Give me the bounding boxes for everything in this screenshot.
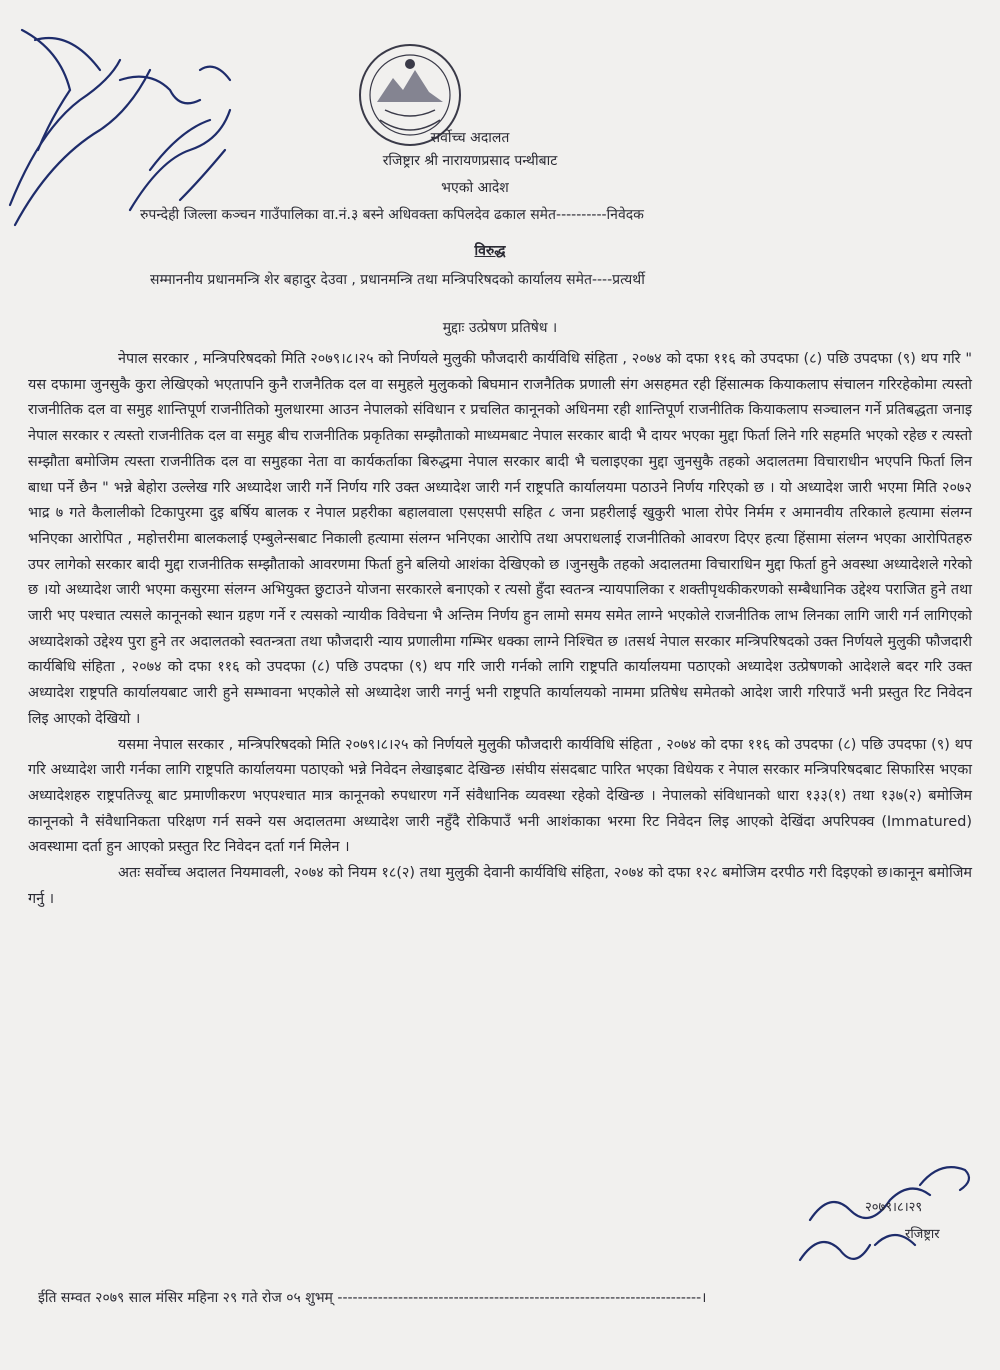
order-body	[28, 347, 972, 912]
registrar-signature	[780, 1150, 980, 1290]
petitioner-line: रुपन्देही जिल्ला कञ्चन गाउँपालिका वा.नं.३ बस्ने अधिवक्ता कपिलदेव ढकाल समेत----------निवेदक	[140, 207, 644, 223]
order-label: भएको आदेश	[441, 180, 509, 196]
footer-date-line	[38, 1288, 706, 1307]
body-paragraph-1: नेपाल सरकार , मन्त्रिपरिषदको मिति २०७९।८।२५ को निर्णयले मुलुकी फौजदारी कार्यविधि संहिता , २०७४ को दफा ११६ को उपदफा (८) पछि उपदफा (९) थप गरि " यस दफामा जुनसुकै कुरा लेखिएको भएतापनि कुनै राजनैतिक दल वा समुहले मुलुकको बिघमान राजनैतिक प्रणाली संग असहमत रही हिंसात्मक कियाकलाप संचालन गरिरहेकोमा त्यस्तो राजनीतिक दल वा समुह शान्तिपूर्ण राजनीतिको मुलधारमा आउन नेपालको संविधान र प्रचलित कानूनको अधिनमा रही शान्तिपूर्ण राजनीतिक कियाकलाप सञ्चालन गर्ने प्रतिबद्धता जनाइ नेपाल सरकार र त्यस्तो राजनीतिक दल वा समुह बीच राजनीतिक प्रकृतिका सम्झौताको माध्यमबाट नेपाल सरकार बादी भै दायर भएका मुद्दा फिर्ता लिने गरि सहमति भएको रहेछ र त्यस्तो सम्झौता बमोजिम त्यस्ता राजनीतिक दल वा समुहका नेता वा कार्यकर्ताका बिरुद्धमा नेपाल सरकार बादी भै चलाइएका मुद्दा जुनसुकै तहको अदालतमा विचाराधीन भएपनि फिर्ता लिन बाधा पर्ने छैन " भन्ने बेहोरा उल्लेख गरि अध्यादेश जारी गर्ने निर्णय गरि उक्त अध्यादेश जारी गर्न राष्ट्रपति कार्यालयमा पठाउने निर्णय गरिएको छ । यो अध्यादेश जारी भएमा मिति २०७२ भाद्र ७ गते कैलालीको टिकापुरमा दुइ बर्षिय बालक र नेपाल प्रहरीका बहालवाला एसएसपी सहित ८ जना प्रहरीलाई खुकुरी भाला रोपेर निर्मम र अमानवीय तरिकाले हत्यामा संलग्न भनिएका आरोपित , महोत्तरीमा बालकलाई एम्बुलेन्सबाट निकाली हत्यामा संलग्न भनिएका आरोपि तथा अपराधलाई राजनीतिको आवरण दिएर हत्या हिंसामा संलग्न भएका आरोपितहरु उपर लागेको सरकार बादी मुद्दा राजनीतिक सम्झौताको आवरणमा फिर्ता हुने बलियो आशंका देखिएको छ ।जुनसुकै तहको अदालतमा विचाराधिन मुद्दा फिर्ता हुने अवस्था अध्यादेशले गरेको छ ।यो अध्यादेश जारी भएमा कसुरमा संलग्न अभियुक्त छुटाउने योजना सरकारले बनाएको र त्यसो हुँदा स्वतन्त्र न्यायपालिका र शक्तीपृथकीकरणको सम्बैधानिक उद्देश्य पराजित हुने तथा जारी भए पश्चात त्यसले कानूनको स्थान ग्रहण गर्ने र त्यसको न्यायीक विवेचना भै अन्तिम निर्णय हुन लामो समय समेत लाग्ने भएकोले राजनीतिक लाभ लिनका लागि जारी गर्न लागिएको अध्यादेशको उद्देश्य पुरा हुने तर अदालतको स्वतन्त्रता तथा फौजदारी न्याय प्रणालीमा गम्भिर धक्का लाग्ने निश्चित छ ।तसर्थ नेपाल सरकार मन्त्रिपरिषदको उक्त निर्णयले मुलुकी फौजदारी कार्यबिधि संहिता , २०७४ को दफा ११६ को उपदफा (८) पछि उपदफा (९) थप गरि जारी गर्नको लागि राष्ट्रपति कार्यालयमा पठाएको अध्यादेश उत्प्रेषणको आदेशले बदर गरि उक्त अध्यादेश राष्ट्रपति कार्यालयबाट जारी हुने सम्भावना भएकोले सो अध्यादेश जारी नगर्नु भनी राष्ट्रपति कार्यालयको नाममा प्रतिषेध समेतको आदेश जारी गरिपाउँ भनी प्रस्तुत रिट निवेदन लिइ आएको देखियो ।	[28, 351, 972, 727]
case-subject: मुद्दाः उत्प्रेषण प्रतिषेध ।	[442, 320, 558, 336]
body-paragraph-2: यसमा नेपाल सरकार , मन्त्रिपरिषदको मिति २०७९।८।२५ को निर्णयले मुलुकी फौजदारी कार्यविधि संहिता , २०७४ को दफा ११६ को उपदफा (८) पछि उपदफा (९) थप गरि अध्यादेश जारी गर्नका लागि राष्ट्रपति कार्यालयमा पठाएको भन्ने निवेदन लेखाइबाट देखिन्छ ।संघीय संसदबाट पारित भएका विधेयक र नेपाल सरकार मन्त्रिपरिषदबाट सिफारिस भएका अध्यादेशहरु राष्ट्रपतिज्यू बाट प्रमाणीकरण भएपश्चात मात्र कानूनको रुपधारण गर्ने संवैधानिक व्यवस्था रहेको देखिन्छ । नेपालको संविधानको धारा १३३(१) तथा १३७(२) बमोजिम कानूनको नै संवैधानिकता परिक्षण गर्न सक्ने यस अदालतमा अध्यादेश जारी नहुँदै रोकिपाउँ भनी आशंकाका भरमा रिट निवेदन लिइ आएको देखिंदा अपरिपक्व (Immatured) अवस्थामा दर्ता हुन आएको प्रस्तुत रिट निवेदन दर्ता गर्न मिलेन ।	[28, 736, 972, 856]
body-paragraph-3: अतः सर्वोच्च अदालत नियमावली, २०७४ को नियम १८(२) तथा मुलुकी देवानी कार्यविधि संहिता, २०७४ को दफा १२८ बमोजिम दरपीठ गरी दिइएको छ।कानून बमोजिम गर्नु ।	[28, 865, 972, 907]
registrar-line: रजिष्ट्रार श्री नारायणप्रसाद पन्थीबाट	[382, 153, 558, 169]
respondent-line: सम्माननीय प्रधानमन्त्रि शेर बहादुर देउवा , प्रधानमन्त्रि तथा मन्त्रिपरिषदको कार्यालय समेत----प्रत्यर्थी	[150, 272, 645, 288]
signature-date: २०७९।८।२९	[865, 1200, 923, 1215]
signature-title: रजिष्ट्रार	[905, 1227, 940, 1242]
court-name: सर्वोच्च अदालत	[430, 130, 510, 146]
versus-label: विरुद्ध	[474, 243, 506, 259]
footer-dash-line: ------------------------------------------------------------------------।	[337, 1290, 707, 1306]
footer-text: ईति सम्वत २०७९ साल मंसिर महिना २९ गते रोज ०५ शुभम्	[38, 1290, 333, 1306]
